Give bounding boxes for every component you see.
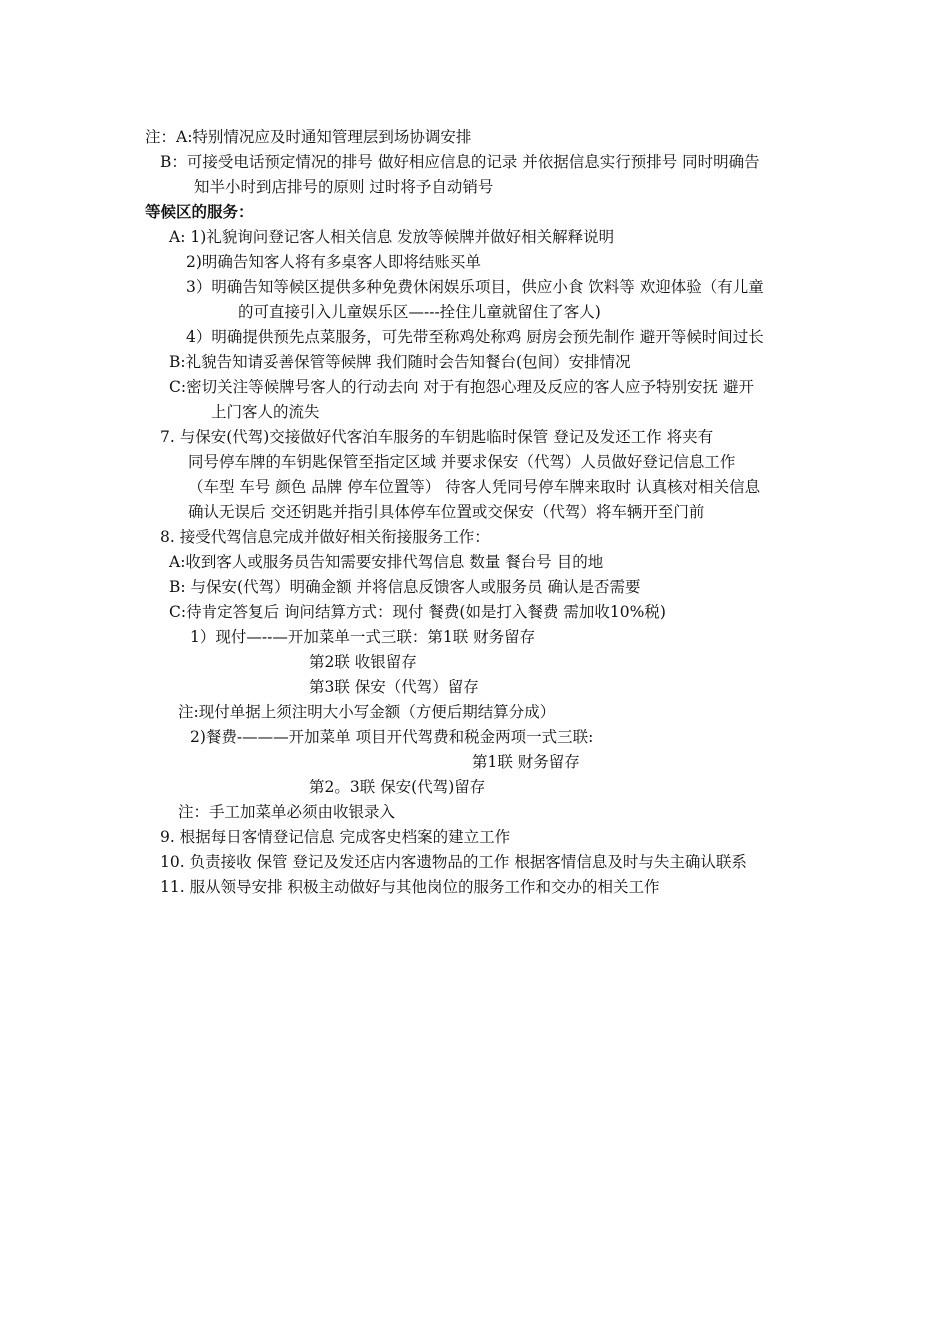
waiting-a-item-1: A: 1)礼貌询问登记客人相关信息 发放等候牌并做好相关解释说明: [169, 228, 615, 246]
item-11-line: 11. 服从领导安排 积极主动做好与其他岗位的服务工作和交办的相关工作: [160, 878, 660, 896]
item-8-b-line: B: 与保安(代驾）明确金额 并将信息反馈客人或服务员 确认是否需要: [169, 578, 641, 596]
note-b-continuation: 知半小时到店排号的原则 过时将予自动销号: [194, 178, 494, 196]
waiting-a-item-3: 3）明确告知等候区提供多种免费休闲娱乐项目，供应小食 饮料等 欢迎体验（有儿童: [186, 278, 764, 296]
meal-fee-line: 2)餐费-———开加菜单 项目开代驾费和税金两项一式三联:: [190, 728, 594, 746]
waiting-a-item-2: 2)明确告知客人将有多桌客人即将结账买单: [186, 253, 481, 271]
item-8-line: 8. 接受代驾信息完成并做好相关衔接服务工作：: [160, 528, 490, 546]
item-8-c-line: C:待肯定答复后 询问结算方式：现付 餐费(如是打入餐费 需加收10%税): [169, 603, 666, 621]
item-10-line: 10. 负责接收 保管 登记及发还店内客遗物品的工作 根据客情信息及时与失主确认联系: [160, 853, 747, 871]
waiting-a-item-3-continuation: 的可直接引入儿童娱乐区—---拴住儿童就留住了客人): [238, 303, 601, 321]
item-7-line: 7. 与保安(代驾)交接做好代客泊车服务的车钥匙临时保管 登记及发还工作 将夹有: [160, 428, 714, 446]
note-b-line: B：可接受电话预定情况的排号 做好相应信息的记录 并依据信息实行预排号 同时明确告: [160, 153, 760, 171]
cash-copy-2-line: 第2联 收银留存: [309, 653, 417, 671]
section-heading-waiting-area: 等候区的服务：: [145, 202, 254, 221]
item-8-a-line: A:收到客人或服务员告知需要安排代驾信息 数量 餐台号 目的地: [169, 553, 604, 571]
manual-menu-note-line: 注：手工加菜单必须由收银录入: [178, 803, 396, 821]
cash-note-line: 注:现付单据上须注明大小写金额（方便后期结算分成）: [178, 703, 556, 721]
waiting-c-line: C:密切关注等候牌号客人的行动去向 对于有抱怨心理及反应的客人应予特别安抚 避开: [169, 378, 754, 396]
meal-copy-1-line: 第1联 财务留存: [472, 753, 580, 771]
item-7-continuation-2: （车型 车号 颜色 品牌 停车位置等） 待客人凭同号停车牌来取时 认真核对相关信息: [188, 478, 761, 496]
item-7-continuation-1: 同号停车牌的车钥匙保管至指定区域 并要求保安（代驾）人员做好登记信息工作: [188, 453, 736, 471]
waiting-c-continuation: 上门客人的流失: [211, 403, 320, 421]
waiting-b-line: B:礼貌告知请妥善保管等候牌 我们随时会告知餐台(包间）安排情况: [169, 353, 631, 371]
cash-payment-line: 1）现付—--—开加菜单一式三联：第1联 财务留存: [190, 628, 536, 646]
meal-copy-2-3-line: 第2。3联 保安(代驾)留存: [309, 778, 486, 796]
cash-copy-3-line: 第3联 保安（代驾）留存: [309, 678, 479, 696]
waiting-a-item-4: 4）明确提供预先点菜服务，可先带至称鸡处称鸡 厨房会预先制作 避开等候时间过长: [186, 328, 764, 346]
item-9-line: 9. 根据每日客情登记信息 完成客史档案的建立工作: [160, 828, 511, 846]
item-7-continuation-3: 确认无误后 交还钥匙并指引具体停车位置或交保安（代驾）将车辆开至门前: [188, 503, 705, 521]
note-a-line: 注：A:特别情况应及时通知管理层到场协调安排: [145, 128, 472, 146]
